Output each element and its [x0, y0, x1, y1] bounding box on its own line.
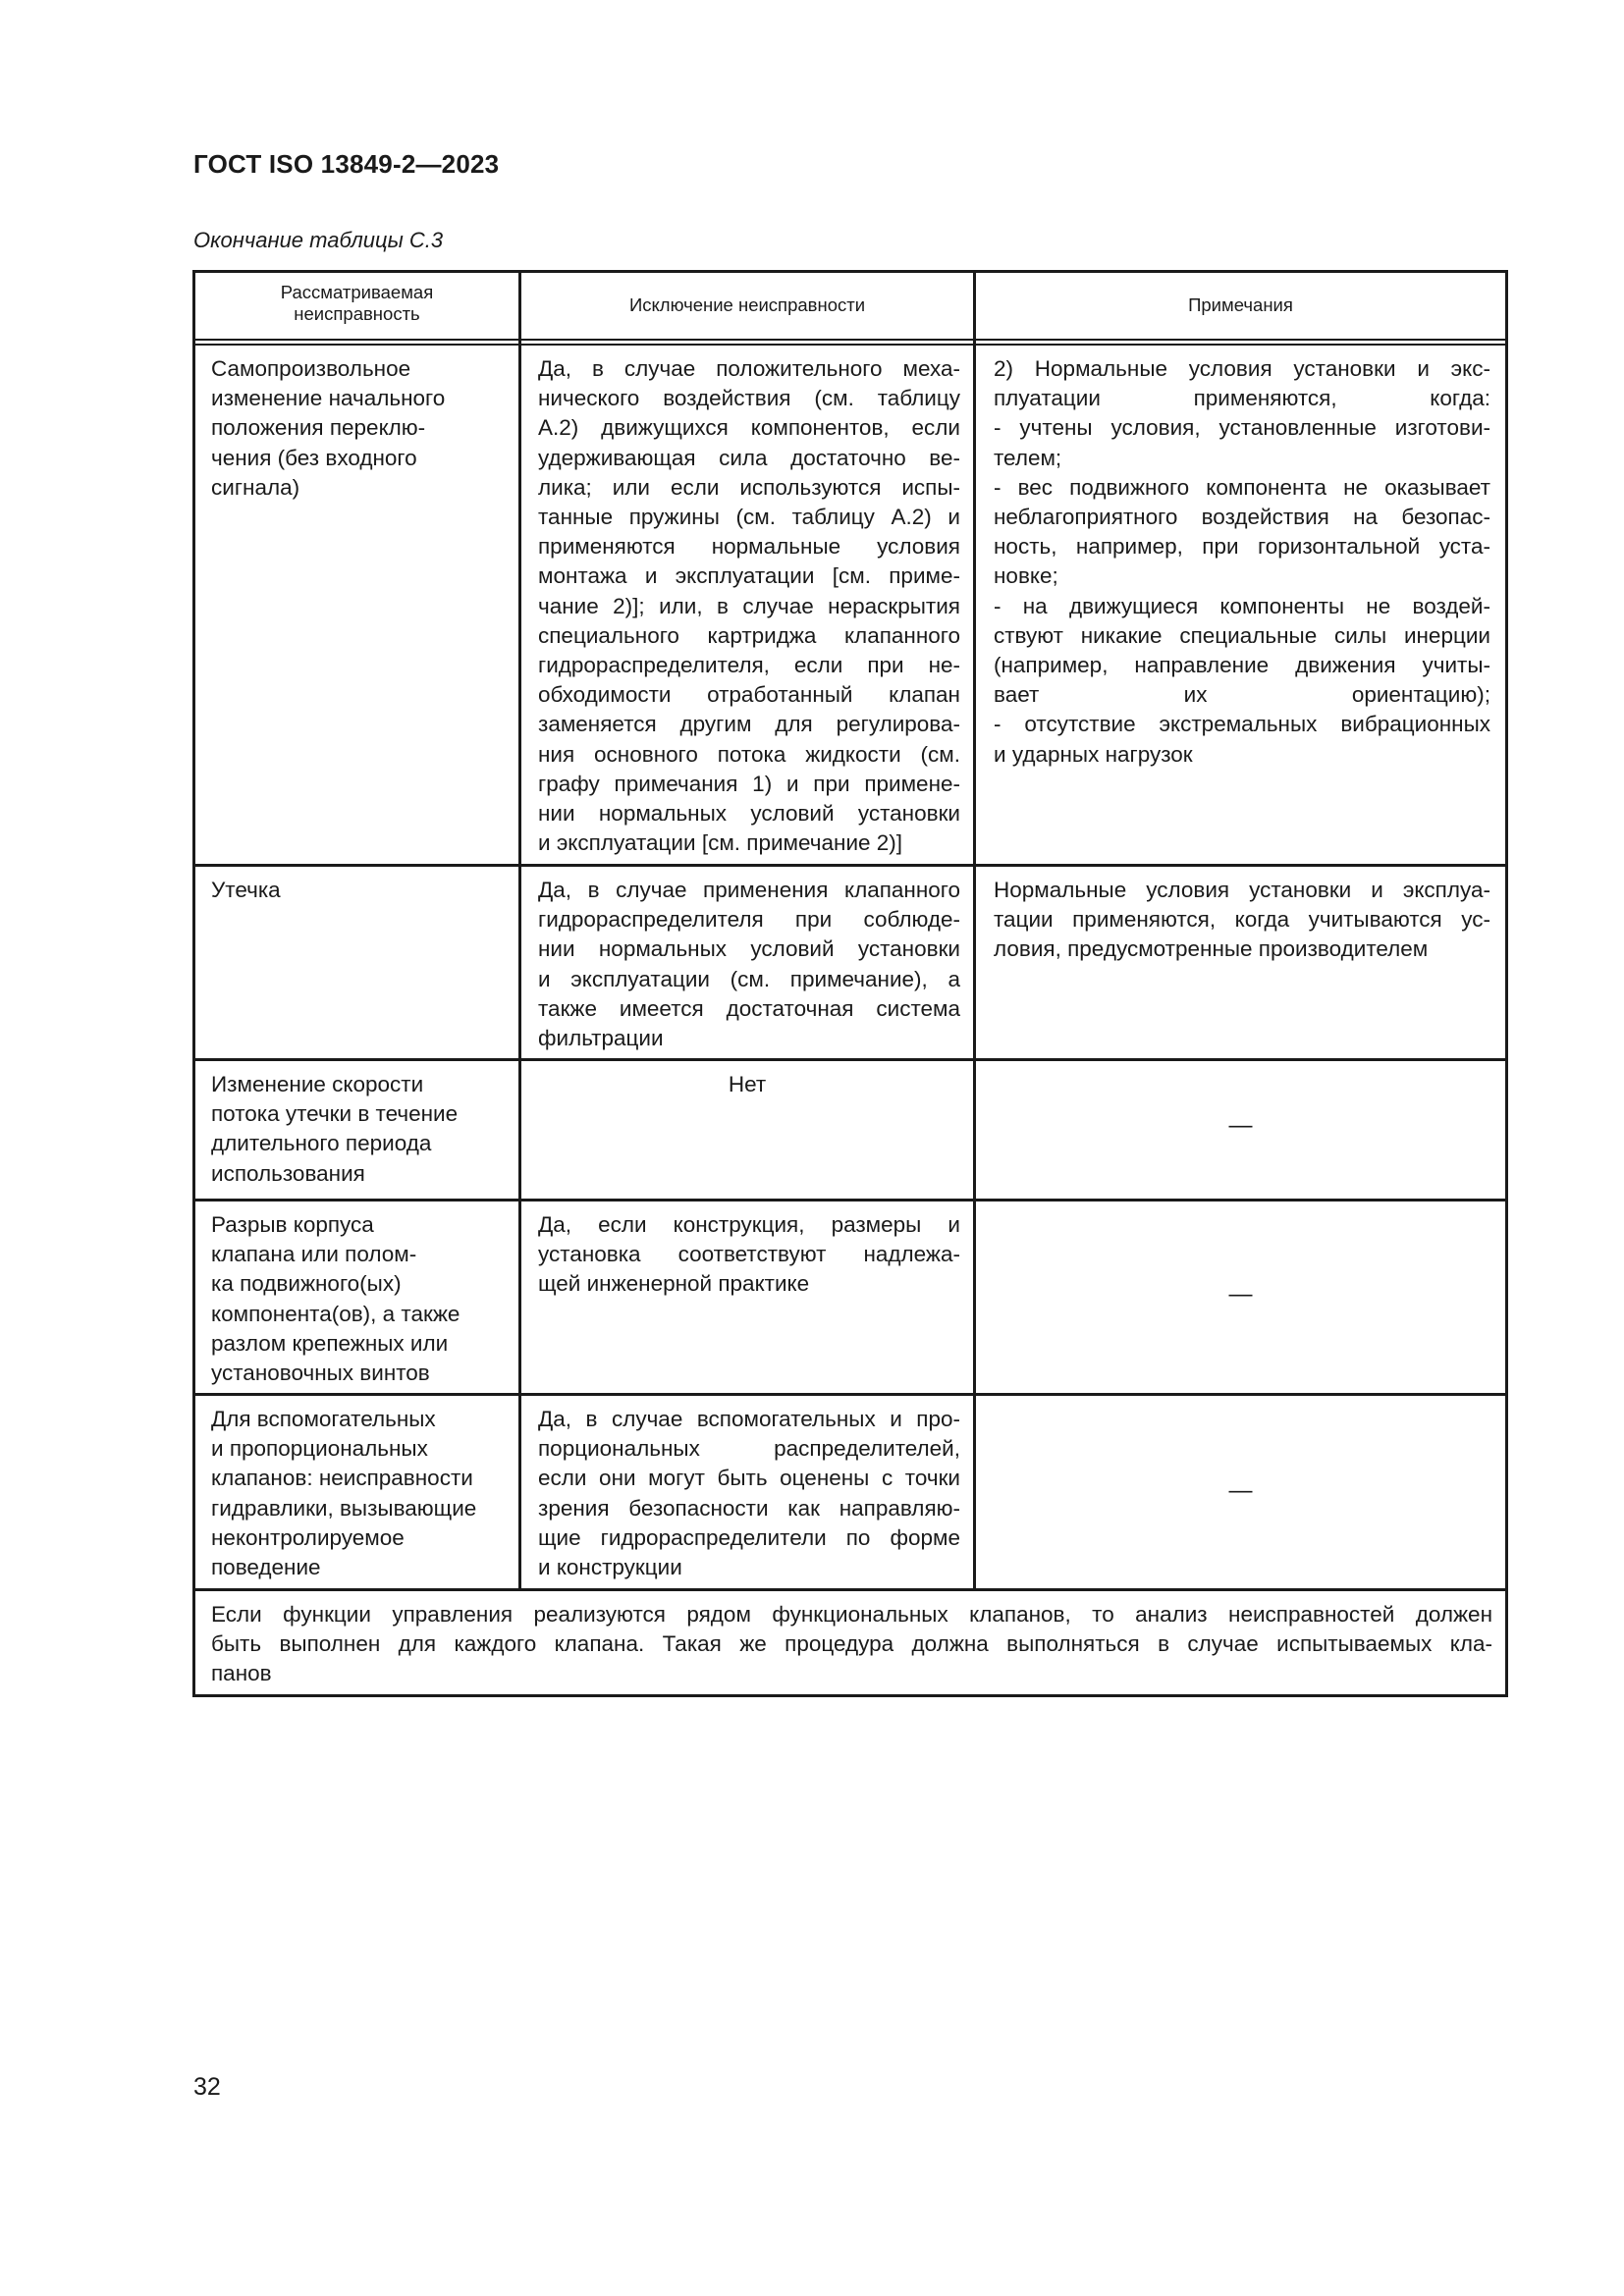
text-line: плуатации применяются, когда: — [994, 386, 1490, 411]
text-line: нии нормальных условий установки — [538, 936, 960, 962]
page-number: 32 — [193, 2073, 221, 2101]
row-divider — [192, 1058, 1508, 1061]
row-3-notes-dash: — — [1228, 1112, 1253, 1139]
text-line: чание 2)]; или, в случае нераскрытия — [538, 593, 960, 618]
table-caption: Окончание таблицы С.3 — [193, 228, 444, 252]
column-header-notes — [976, 294, 1505, 316]
row-4-exclusion — [538, 1210, 960, 1300]
row-1-exclusion — [538, 354, 960, 858]
text-line: обходимости отработанный клапан — [538, 682, 960, 708]
text-line: и конструкции — [538, 1555, 682, 1580]
text-line: монтажа и эксплуатации [см. приме- — [538, 563, 960, 589]
header-line: Исключение неисправности — [628, 294, 866, 315]
text-line: клапана или полом- — [211, 1242, 417, 1267]
text-line: неконтролируемое — [211, 1524, 405, 1550]
table-border-left — [192, 270, 195, 1697]
text-line: также имеется достаточная система — [538, 995, 960, 1021]
text-line: потока утечки в течение — [211, 1101, 459, 1127]
table-border-top — [192, 270, 1508, 273]
row-divider — [192, 864, 1508, 867]
text-line: А.2) движущихся компонентов, если — [538, 415, 960, 441]
text-line: удерживающая сила достаточно ве- — [538, 445, 960, 470]
text-line: Для вспомогательных — [211, 1407, 436, 1431]
text-line: лика; или если используются испы- — [538, 474, 960, 500]
row-5-exclusion — [538, 1405, 960, 1582]
text-line: длительного периода — [211, 1131, 432, 1156]
row-2-fault — [211, 876, 506, 905]
text-line: порциональных распределителей, — [538, 1436, 960, 1462]
text-line: (например, направление движения учиты- — [994, 653, 1490, 678]
text-line: ность, например, при горизонтальной уста- — [994, 534, 1490, 560]
document-title: ГОСТ ISO 13849-2—2023 — [193, 149, 500, 179]
row-divider — [192, 1393, 1508, 1396]
table-footer-note — [211, 1600, 1492, 1689]
text-line: - отсутствие экстремальных вибрационных — [994, 712, 1490, 737]
text-line: и эксплуатации [см. примечание 2)] — [538, 830, 903, 856]
row-1-notes — [994, 354, 1490, 770]
text-line: и пропорциональных — [211, 1436, 428, 1462]
row-5-fault — [211, 1405, 506, 1582]
text-line: фильтрации — [538, 1026, 664, 1051]
text-line: сигнала) — [211, 474, 300, 500]
text-line: Да, в случае положительного меха- — [538, 356, 960, 381]
text-line: и ударных нагрузок — [994, 741, 1193, 767]
text-line: панов — [211, 1661, 272, 1686]
text-line: Да, в случае применения клапанного — [538, 878, 960, 902]
text-line: компонента(ов), а также — [211, 1301, 460, 1326]
table-border-right — [1505, 270, 1508, 1697]
text-line: заменяется другим для регулирова- — [538, 712, 960, 737]
text-line: Самопроизвольное — [211, 356, 411, 381]
text-line: ка подвижного(ых) — [211, 1271, 402, 1297]
row-3-fault — [211, 1070, 506, 1189]
header-line: Примечания — [1188, 294, 1293, 315]
row-5-notes-dash: — — [1228, 1477, 1253, 1504]
exclusion-value: Нет — [728, 1072, 767, 1096]
row-4-notes-dash: — — [1228, 1281, 1253, 1308]
text-line: - на движущиеся компоненты не воздей- — [994, 593, 1490, 618]
text-line: ствуют никакие специальные силы инерции — [994, 622, 1490, 648]
column-divider-2 — [973, 270, 976, 1589]
row-4-fault — [211, 1210, 506, 1388]
text-line: применяются нормальные условия — [538, 534, 960, 560]
text-line: щие гидрораспределители по форме — [538, 1524, 960, 1550]
text-line: использования — [211, 1160, 365, 1186]
text-line: и эксплуатации (см. примечание), а — [538, 966, 960, 991]
text-line: ния основного потока жидкости (см. — [538, 741, 960, 767]
text-line: щей инженерной практике — [538, 1271, 810, 1297]
text-line: - учтены условия, установленные изготови- — [994, 415, 1490, 441]
text-line: гидравлики, вызывающие — [211, 1495, 477, 1521]
table-border-bottom — [192, 1694, 1508, 1697]
text-line: гидрораспределителя, если при не- — [538, 653, 960, 678]
text-line: разлом крепежных или — [211, 1330, 449, 1356]
text-line: Если функции управления реализуются рядом функциональных клапанов, то анализ неисправностей должен — [211, 1602, 1492, 1627]
text-line: графу примечания 1) и при примене- — [538, 771, 960, 796]
text-line: вает их ориентацию); — [994, 682, 1490, 708]
text-line: Нормальные условия установки и эксплуа- — [994, 878, 1490, 902]
text-line: Да, в случае вспомогательных и про- — [538, 1407, 960, 1431]
text-line: быть выполнен для каждого клапана. Такая же процедура должна выполняться в случае испытываемых кла- — [211, 1631, 1492, 1657]
text-line: зрения безопасности как направляю- — [538, 1495, 960, 1521]
column-divider-1 — [518, 270, 521, 1589]
text-line: неблагоприятного воздействия на безопас- — [994, 505, 1490, 530]
row-3-exclusion — [521, 1070, 973, 1099]
text-line: ловия, предусмотренные производителем — [994, 936, 1429, 962]
header-rule-1 — [192, 339, 1508, 341]
row-divider — [192, 1588, 1508, 1591]
text-line: чения (без входного — [211, 445, 417, 470]
text-line: новке; — [994, 563, 1058, 589]
text-line: телем; — [994, 445, 1062, 470]
text-line: нии нормальных условий установки — [538, 801, 960, 827]
text-line: Изменение скорости — [211, 1072, 424, 1096]
text-line: 2) Нормальные условия установки и экс- — [994, 356, 1490, 381]
text-line: специального картриджа клапанного — [538, 622, 960, 648]
text-line: Утечка — [211, 878, 281, 902]
row-2-exclusion — [538, 876, 960, 1053]
text-line: гидрораспределителя при соблюде- — [538, 907, 960, 933]
row-1-fault — [211, 354, 506, 503]
text-line: установочных винтов — [211, 1361, 430, 1386]
row-divider — [192, 1199, 1508, 1201]
header-line: Рассматриваемая — [280, 282, 434, 302]
text-line: Да, если конструкция, размеры и — [538, 1212, 960, 1237]
row-2-notes — [994, 876, 1490, 965]
column-header-fault — [195, 282, 518, 325]
header-rule-2 — [192, 344, 1508, 346]
text-line: изменение начального — [211, 386, 446, 411]
fault-exclusion-table — [192, 270, 1508, 1696]
text-line: - вес подвижного компонента не оказывает — [994, 474, 1490, 500]
header-line: неисправность — [294, 303, 420, 324]
text-line: танные пружины (см. таблицу А.2) и — [538, 505, 960, 530]
text-line: Разрыв корпуса — [211, 1212, 374, 1237]
text-line: установка соответствуют надлежа- — [538, 1242, 960, 1267]
text-line: нического воздействия (см. таблицу — [538, 386, 960, 411]
text-line: положения переклю- — [211, 415, 426, 441]
text-line: поведение — [211, 1555, 321, 1580]
column-header-exclusion — [521, 294, 973, 316]
text-line: если они могут быть оценены с точки — [538, 1466, 960, 1491]
text-line: клапанов: неисправности — [211, 1466, 473, 1491]
text-line: тации применяются, когда учитываются ус- — [994, 907, 1490, 933]
